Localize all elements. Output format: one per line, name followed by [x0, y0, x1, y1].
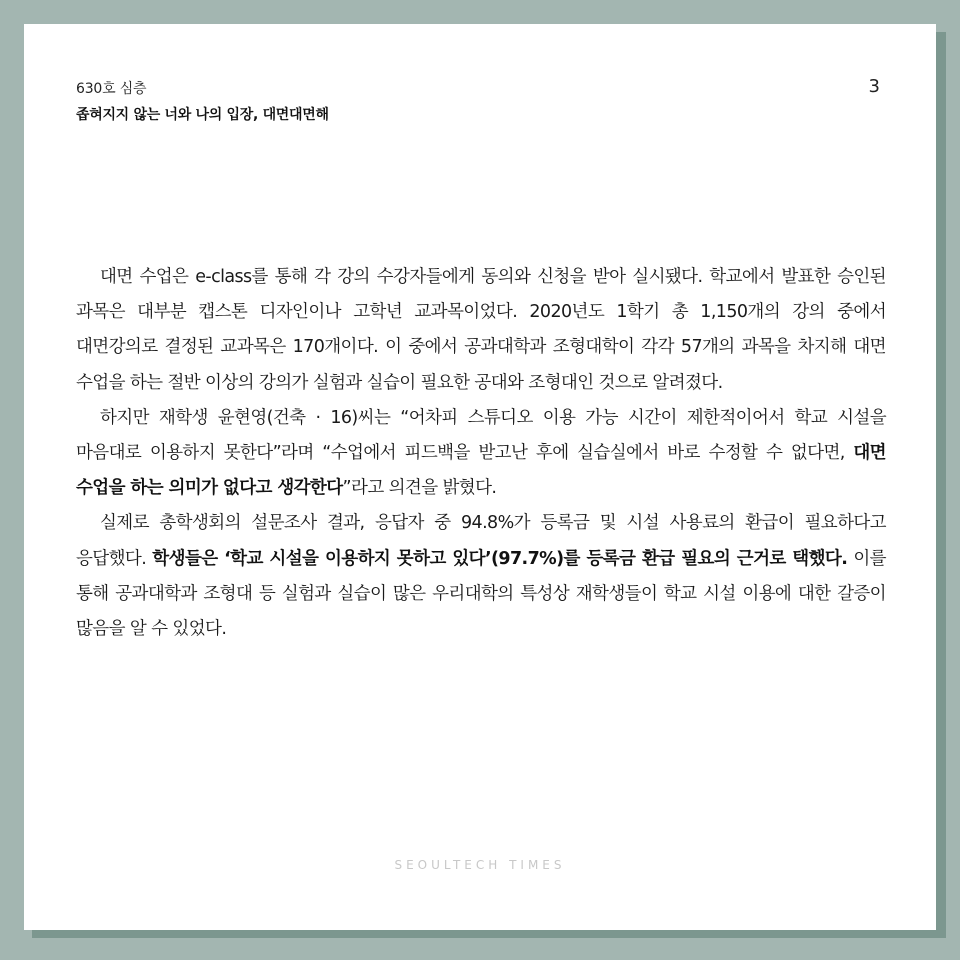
document-page [24, 24, 936, 930]
paragraph-2-emphasis: 대면 수업을 하는 의미가 없다고 생각한다 [76, 443, 886, 499]
paragraph-3-text: 실제로 총학생회의 설문조사 결과, 응답자 중 94.8%가 등록금 및 시설 사용료의 환급이 필요하다고 응답했다. [76, 513, 886, 569]
page-number: 3 [868, 76, 880, 97]
paragraph-3-end: 이를 통해 공과대학과 조형대 등 실험과 실습이 많은 우리대학의 특성상 재학생들이 학교 시설 이용에 대한 갈증이 많음을 알 수 있었다. [76, 548, 886, 640]
paragraph-3 [76, 506, 886, 647]
paragraph-2-text: 하지만 재학생 윤현영(건축 · 16)씨는 “어차피 스튜디오 이용 가능 시간이 제한적이어서 학교 시설을 마음대로 이용하지 못한다”라며 “수업에서 피드백을 받고난 후에 실습실에서 바로 수정할 수 없다면, [76, 407, 886, 464]
paragraph-2-end: ”라고 의견을 밝혔다. [342, 478, 497, 499]
issue-label: 630호 심층 [76, 81, 147, 97]
paragraph-1: 대면 수업은 e-class를 통해 각 강의 수강자들에게 동의와 신청을 받아 실시됐다. 학교에서 발표한 승인된 과목은 대부분 캡스톤 디자인이나 고학년 교과목이었다. 2020년도 1학기 총 1,150개의 강의 중에서 대면강의로 결정된 교과목은 170개이다. 이 중에서 공과대학과 조형대학이 각각 57개의 과목을 차지해 대면 수업을 하는 절반 이상의 강의가 실험과 실습이 필요한 공대와 조형대인 것으로 알려졌다. [76, 267, 886, 393]
section-title: 좁혀지지 않는 너와 나의 입장, 대면대면해 [76, 107, 329, 123]
footer-brand: SEOULTECH TIMES [394, 858, 566, 872]
paragraph-3-emphasis: 학생들은 ‘학교 시설을 이용하지 못하고 있다’(97.7%)를 등록금 환급 필요의 근거로 택했다. [152, 548, 848, 569]
paragraph-2 [76, 401, 886, 507]
article-body [76, 260, 886, 647]
